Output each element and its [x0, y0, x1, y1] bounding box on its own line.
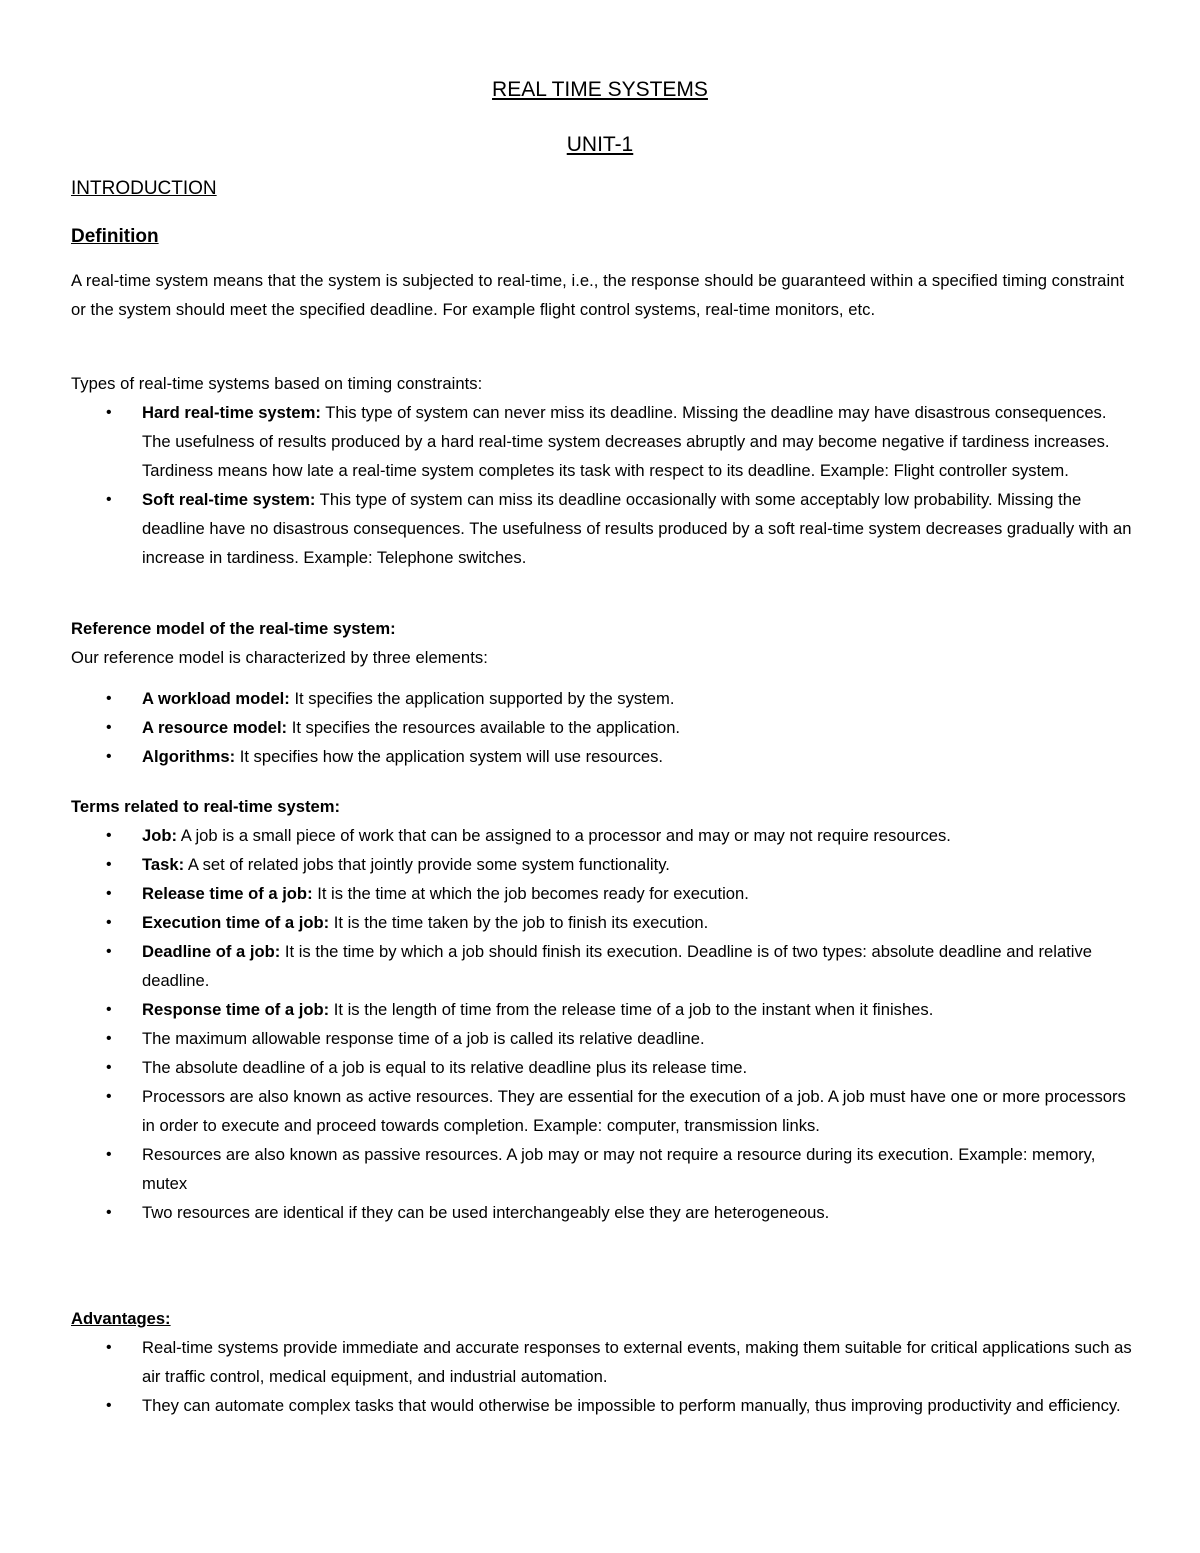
bullet-icon: • [106, 856, 112, 873]
list-item-text: It specifies the application supported by the system. [289, 689, 675, 708]
bullet-icon: • [106, 885, 112, 902]
list-item-text: Resources are also known as passive resources. A job may or may not require a resource during its execution. Example: memory, mutex [142, 1145, 1096, 1193]
list-item-text: It is the length of time from the release time of a job to the instant when it finishes. [329, 1000, 934, 1019]
list-item [71, 879, 1136, 908]
list-item-label: Execution time of a job: [142, 913, 330, 932]
terms-section [71, 792, 1136, 1227]
definition-heading: Definition [71, 226, 159, 247]
list-item-text: It specifies how the application system will use resources. [235, 747, 664, 766]
list-item-text: This type of system can miss its deadline occasionally with some acceptably low probability. Missing the deadline have no disastrous consequences. The usefulness of results produced by a soft real-time system decreases gradually with an increase in tardiness. Example: Telephone switches. [142, 490, 1132, 567]
list-item [71, 1053, 1136, 1082]
types-list [71, 398, 1136, 572]
bullet-icon: • [106, 491, 112, 508]
list-item-text: It specifies the resources available to the application. [287, 718, 681, 737]
list-item [71, 995, 1136, 1024]
list-item [71, 742, 1136, 771]
list-item-label: Job: [142, 826, 178, 845]
bullet-icon: • [106, 1001, 112, 1018]
list-item-label: Soft real-time system: [142, 490, 316, 509]
definition-paragraph: A real-time system means that the system is subjected to real-time, i.e., the response should be guaranteed within a specified timing constraint or the system should meet the specified deadline. For example flight control systems, real-time monitors, etc. [71, 271, 1125, 319]
bullet-icon: • [106, 404, 112, 421]
bullet-icon: • [106, 719, 112, 736]
definition-section [71, 266, 1136, 324]
list-item [71, 398, 1136, 485]
list-item-text: Real-time systems provide immediate and accurate responses to external events, making them suitable for critical applications such as air traffic control, medical equipment, and industrial automation. [142, 1338, 1132, 1386]
list-item-label: Response time of a job: [142, 1000, 330, 1019]
list-item [71, 485, 1136, 572]
bullet-icon: • [106, 1088, 112, 1105]
list-item [71, 908, 1136, 937]
list-item-text: This type of system can never miss its deadline. Missing the deadline may have disastrous consequences. The usefulness of results produced by a hard real-time system decreases abruptly and may become negative if tardiness increases. Tardiness means how late a real-time system completes its task with respect to its deadline. Example: Flight controller system. [142, 403, 1110, 480]
bullet-icon: • [106, 827, 112, 844]
list-item [71, 1024, 1136, 1053]
list-item-label: A workload model: [142, 689, 290, 708]
bullet-icon: • [106, 690, 112, 707]
bullet-icon: • [106, 943, 112, 960]
list-item [71, 1391, 1136, 1420]
bullet-icon: • [106, 1204, 112, 1221]
list-item [71, 821, 1136, 850]
bullet-icon: • [106, 1030, 112, 1047]
list-item-text: Processors are also known as active resources. They are essential for the execution of a job. A job must have one or more processors in order to execute and proceed towards completion. Example: computer, transmission links. [142, 1087, 1126, 1135]
list-item [71, 684, 1136, 713]
list-item-text: The maximum allowable response time of a job is called its relative deadline. [142, 1029, 705, 1048]
bullet-icon: • [106, 1059, 112, 1076]
list-item-text: It is the time taken by the job to finish its execution. [329, 913, 709, 932]
list-item-text: It is the time by which a job should finish its execution. Deadline is of two types: absolute deadline and relative deadline. [142, 942, 1093, 990]
list-item-text: Two resources are identical if they can be used interchangeably else they are heterogeneous. [142, 1203, 830, 1222]
list-item-label: Deadline of a job: [142, 942, 281, 961]
reference-intro: Our reference model is characterized by three elements: [71, 648, 488, 667]
introduction-heading: INTRODUCTION [71, 178, 217, 199]
list-item [71, 937, 1136, 995]
list-item [71, 1333, 1136, 1391]
reference-section [71, 614, 1136, 771]
bullet-icon: • [106, 1146, 112, 1163]
terms-list [71, 821, 1136, 1227]
list-item [71, 1198, 1136, 1227]
types-section [71, 369, 1136, 572]
bullet-icon: • [106, 914, 112, 931]
list-item-label: Release time of a job: [142, 884, 313, 903]
list-item [71, 1140, 1136, 1198]
list-item-label: A resource model: [142, 718, 288, 737]
list-item-label: Task: [142, 855, 185, 874]
types-intro: Types of real-time systems based on timing constraints: [71, 374, 483, 393]
list-item-text: It is the time at which the job becomes ready for execution. [312, 884, 749, 903]
document-title: REAL TIME SYSTEMS [492, 78, 708, 101]
list-item [71, 850, 1136, 879]
unit-heading: UNIT-1 [566, 133, 634, 156]
list-item-text: They can automate complex tasks that would otherwise be impossible to perform manually, thus improving productivity and efficiency. [142, 1396, 1121, 1415]
list-item-text: A set of related jobs that jointly provide some system functionality. [184, 855, 670, 874]
reference-list [71, 684, 1136, 771]
advantages-section [71, 1304, 1136, 1420]
list-item [71, 1082, 1136, 1140]
list-item-label: Algorithms: [142, 747, 236, 766]
bullet-icon: • [106, 1339, 112, 1356]
reference-heading: Reference model of the real-time system: [71, 619, 396, 638]
list-item-text: The absolute deadline of a job is equal to its relative deadline plus its release time. [142, 1058, 748, 1077]
list-item-label: Hard real-time system: [142, 403, 321, 422]
list-item [71, 713, 1136, 742]
advantages-list [71, 1333, 1136, 1420]
list-item-text: A job is a small piece of work that can be assigned to a processor and may or may not require resources. [177, 826, 951, 845]
terms-heading: Terms related to real-time system: [71, 797, 340, 816]
advantages-heading: Advantages: [71, 1309, 171, 1328]
bullet-icon: • [106, 748, 112, 765]
bullet-icon: • [106, 1397, 112, 1414]
